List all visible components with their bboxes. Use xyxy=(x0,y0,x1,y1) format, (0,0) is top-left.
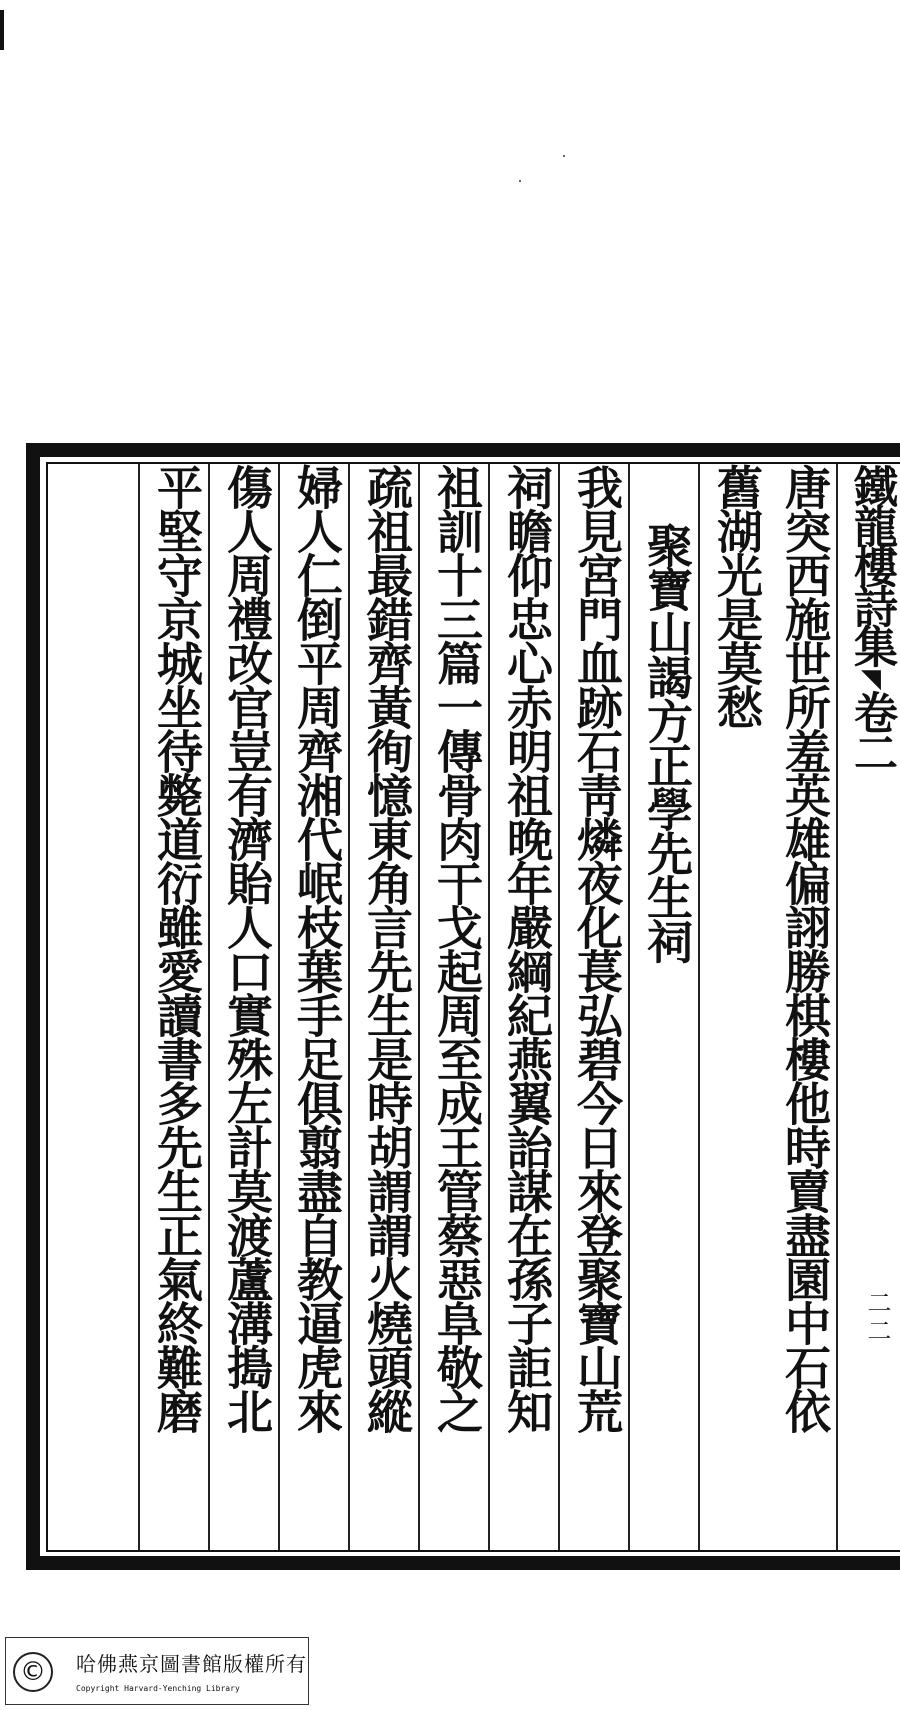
scan-edge-mark xyxy=(0,10,4,50)
scan-speck xyxy=(563,155,565,157)
text-column-6: 祖訓十三篇一傳骨肉干戈起周至成王管蔡惡阜敬之 xyxy=(430,464,484,1432)
text-column-10: 平堅守京城坐待斃道衍雖愛讀書多先生正氣終難磨 xyxy=(150,464,204,1432)
text-column-2: 舊湖光是莫愁 xyxy=(710,464,764,728)
text-column-1: 唐突西施世所羞英雄偏詡勝棋樓他時賣盡園中石依 xyxy=(778,464,832,1432)
text-column-4: 我見宮門血跡石靑燐夜化萇弘碧今日來登聚寶山荒 xyxy=(570,464,624,1432)
running-title xyxy=(842,464,900,1550)
copyright-english: Copyright Harvard-Yenching Library xyxy=(76,1684,240,1693)
folio-number: 二二 xyxy=(863,1290,891,1346)
volume-label: 卷二 xyxy=(846,690,897,770)
copyright-chinese: 哈佛燕京圖書館版權所有 xyxy=(76,1652,307,1676)
text-column-7: 疏祖最錯齊黃徇憶東角言先生是時胡謂謂火燒頭縱 xyxy=(360,464,414,1432)
book-title: 鐵龍樓詩集 xyxy=(846,464,897,664)
text-column-9: 傷人周禮改官豈有濟貽人口實殊左計莫渡蘆溝搗北 xyxy=(220,464,274,1432)
copyright-stamp xyxy=(5,1637,309,1705)
copyright-icon: © xyxy=(13,1652,53,1692)
fishtail-mark-icon: ◥ xyxy=(856,664,886,690)
poem-title: 聚寶山謁方正學先生祠 xyxy=(640,522,694,962)
text-column-5: 祠瞻仰忠心赤明祖晚年嚴綱紀燕翼詒謀在孫子詎知 xyxy=(500,464,554,1432)
column-rule xyxy=(138,464,140,1550)
text-column-8: 婦人仁倒平周齊湘代岷枝葉手足俱翦盡自教逼虎來 xyxy=(290,464,344,1432)
scan-speck xyxy=(519,180,521,182)
